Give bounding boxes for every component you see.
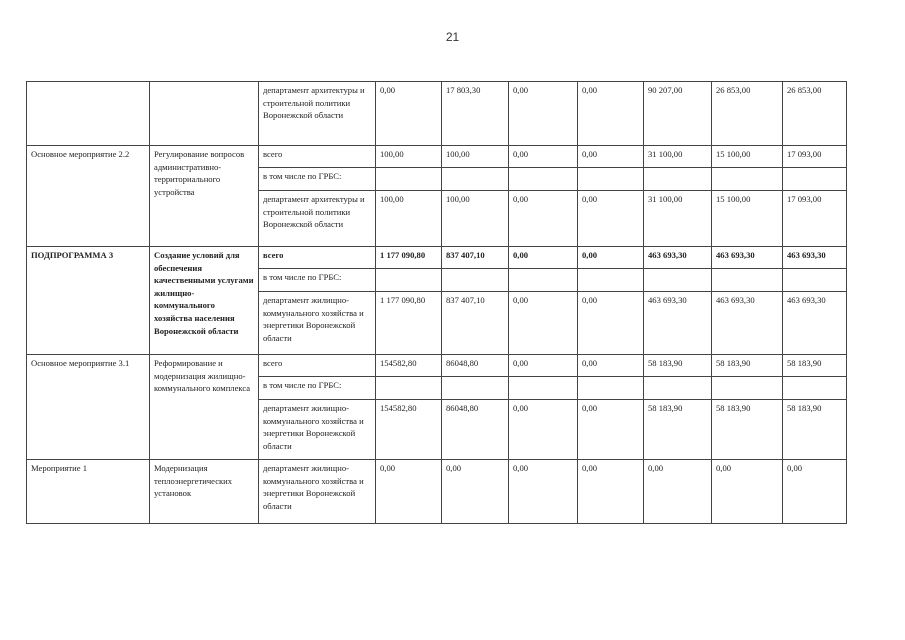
value-col-1-cell: 154582,80	[376, 400, 442, 460]
value-col-7-cell: 0,00	[783, 460, 847, 524]
value-col-3-cell: 0,00	[509, 400, 578, 460]
activity-name-cell: Регулирование вопросов административно-территориального устройства	[150, 146, 259, 247]
value-col-2-cell: 86048,80	[442, 400, 509, 460]
value-col-7-cell	[783, 168, 847, 191]
value-col-1-cell: 0,00	[376, 460, 442, 524]
value-col-7-cell: 58 183,90	[783, 400, 847, 460]
grbs-name-cell: всего	[259, 247, 376, 269]
value-col-6-cell	[712, 168, 783, 191]
value-col-6-cell: 463 693,30	[712, 247, 783, 269]
value-col-5-cell: 463 693,30	[644, 292, 712, 355]
table-row	[27, 247, 847, 269]
value-col-3-cell: 0,00	[509, 82, 578, 146]
value-col-4-cell: 0,00	[578, 460, 644, 524]
value-col-1-cell: 154582,80	[376, 355, 442, 377]
value-col-5-cell: 0,00	[644, 460, 712, 524]
value-col-4-cell	[578, 269, 644, 292]
grbs-name-cell: в том числе по ГРБС:	[259, 168, 376, 191]
table-row	[27, 82, 847, 146]
value-col-3-cell: 0,00	[509, 146, 578, 168]
value-col-2-cell: 837 407,10	[442, 292, 509, 355]
activity-name-cell	[150, 82, 259, 146]
value-col-4-cell: 0,00	[578, 146, 644, 168]
value-col-3-cell: 0,00	[509, 247, 578, 269]
value-col-3-cell: 0,00	[509, 355, 578, 377]
value-col-6-cell: 0,00	[712, 460, 783, 524]
value-col-7-cell	[783, 269, 847, 292]
grbs-name-cell: департамент архитектуры и строительной политики Воронежской области	[259, 82, 376, 146]
value-col-2-cell: 86048,80	[442, 355, 509, 377]
value-col-5-cell: 463 693,30	[644, 247, 712, 269]
value-col-1-cell: 100,00	[376, 191, 442, 247]
value-col-1-cell: 0,00	[376, 82, 442, 146]
value-col-2-cell	[442, 377, 509, 400]
value-col-3-cell: 0,00	[509, 292, 578, 355]
value-col-2-cell: 100,00	[442, 146, 509, 168]
activity-code-cell: Основное мероприятие 2.2	[27, 146, 150, 247]
activity-code-cell: Основное мероприятие 3.1	[27, 355, 150, 460]
value-col-7-cell: 17 093,00	[783, 191, 847, 247]
value-col-3-cell	[509, 269, 578, 292]
value-col-7-cell: 26 853,00	[783, 82, 847, 146]
grbs-name-cell: всего	[259, 146, 376, 168]
grbs-name-cell: департамент жилищно-коммунального хозяйства и энергетики Воронежской области	[259, 400, 376, 460]
value-col-6-cell: 15 100,00	[712, 146, 783, 168]
value-col-5-cell: 58 183,90	[644, 355, 712, 377]
value-col-1-cell	[376, 377, 442, 400]
grbs-name-cell: в том числе по ГРБС:	[259, 269, 376, 292]
value-col-6-cell: 26 853,00	[712, 82, 783, 146]
value-col-3-cell: 0,00	[509, 191, 578, 247]
value-col-6-cell: 58 183,90	[712, 355, 783, 377]
value-col-4-cell: 0,00	[578, 400, 644, 460]
grbs-name-cell: департамент жилищно-коммунального хозяйства и энергетики Воронежской области	[259, 460, 376, 524]
grbs-name-cell: в том числе по ГРБС:	[259, 377, 376, 400]
activity-name-cell: Создание условий для обеспечения качественными услугами жилищно-коммунального хозяйства населения Воронежской области	[150, 247, 259, 355]
value-col-1-cell: 100,00	[376, 146, 442, 168]
value-col-1-cell	[376, 168, 442, 191]
value-col-5-cell: 31 100,00	[644, 146, 712, 168]
value-col-2-cell: 0,00	[442, 460, 509, 524]
grbs-name-cell: департамент архитектуры и строительной политики Воронежской области	[259, 191, 376, 247]
activity-name-cell: Модернизация теплоэнергетических установок	[150, 460, 259, 524]
value-col-3-cell	[509, 377, 578, 400]
value-col-6-cell: 463 693,30	[712, 292, 783, 355]
value-col-2-cell: 100,00	[442, 191, 509, 247]
value-col-4-cell: 0,00	[578, 292, 644, 355]
value-col-4-cell: 0,00	[578, 355, 644, 377]
value-col-2-cell: 17 803,30	[442, 82, 509, 146]
value-col-7-cell: 463 693,30	[783, 247, 847, 269]
activity-code-cell: ПОДПРОГРАММА 3	[27, 247, 150, 355]
value-col-5-cell: 58 183,90	[644, 400, 712, 460]
value-col-7-cell: 17 093,00	[783, 146, 847, 168]
value-col-3-cell	[509, 168, 578, 191]
table-row	[27, 146, 847, 168]
budget-table	[26, 81, 847, 524]
value-col-3-cell: 0,00	[509, 460, 578, 524]
value-col-1-cell	[376, 269, 442, 292]
value-col-6-cell: 58 183,90	[712, 400, 783, 460]
value-col-7-cell: 58 183,90	[783, 355, 847, 377]
activity-name-cell: Реформирование и модернизация жилищно-коммунального комплекса	[150, 355, 259, 460]
value-col-1-cell: 1 177 090,80	[376, 292, 442, 355]
table-row	[27, 355, 847, 377]
activity-code-cell	[27, 82, 150, 146]
value-col-4-cell: 0,00	[578, 82, 644, 146]
value-col-4-cell: 0,00	[578, 247, 644, 269]
grbs-name-cell: департамент жилищно-коммунального хозяйства и энергетики Воронежской области	[259, 292, 376, 355]
page-number: 21	[445, 30, 460, 44]
value-col-2-cell	[442, 168, 509, 191]
value-col-1-cell: 1 177 090,80	[376, 247, 442, 269]
value-col-4-cell	[578, 168, 644, 191]
value-col-5-cell	[644, 168, 712, 191]
value-col-2-cell: 837 407,10	[442, 247, 509, 269]
value-col-4-cell: 0,00	[578, 191, 644, 247]
value-col-5-cell	[644, 269, 712, 292]
value-col-7-cell	[783, 377, 847, 400]
activity-code-cell: Мероприятие 1	[27, 460, 150, 524]
value-col-4-cell	[578, 377, 644, 400]
value-col-6-cell	[712, 377, 783, 400]
value-col-5-cell	[644, 377, 712, 400]
value-col-5-cell: 31 100,00	[644, 191, 712, 247]
value-col-2-cell	[442, 269, 509, 292]
table-row	[27, 460, 847, 524]
grbs-name-cell: всего	[259, 355, 376, 377]
value-col-5-cell: 90 207,00	[644, 82, 712, 146]
value-col-7-cell: 463 693,30	[783, 292, 847, 355]
value-col-6-cell: 15 100,00	[712, 191, 783, 247]
value-col-6-cell	[712, 269, 783, 292]
